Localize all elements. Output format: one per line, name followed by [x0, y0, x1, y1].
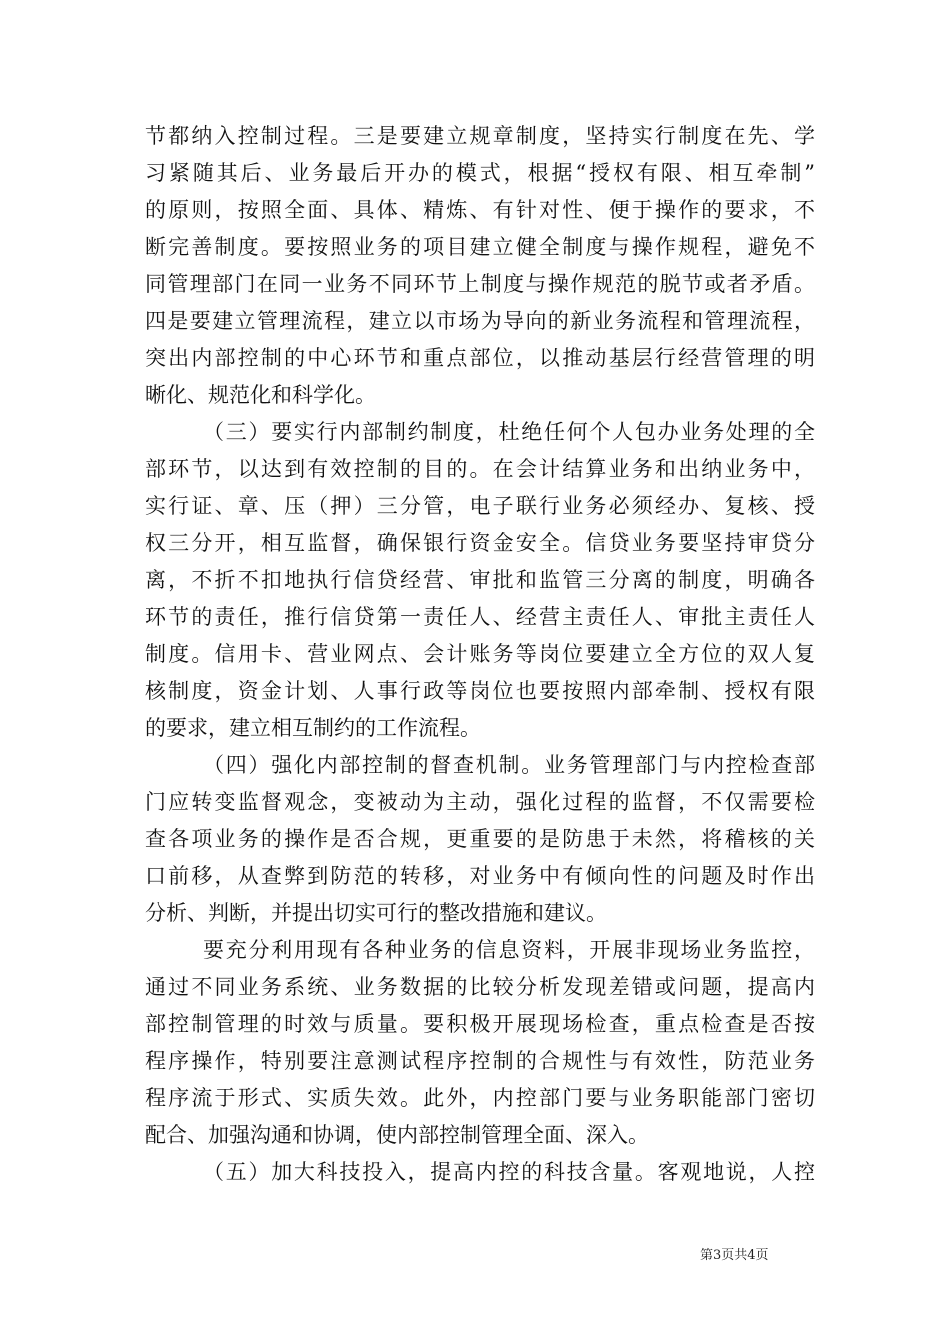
text-line: 口前移，从查弊到防范的转移，对业务中有倾向性的问题及时作出 — [145, 864, 815, 888]
text-line: 通过不同业务系统、业务数据的比较分析发现差错或问题，提高内 — [145, 975, 815, 999]
text-line: （五）加大科技投入，提高内控的科技含量。客观地说，人控 — [203, 1160, 815, 1184]
text-line: 门应转变监督观念，变被动为主动，强化过程的监督，不仅需要检 — [145, 790, 815, 814]
text-line: 查各项业务的操作是否合规，更重要的是防患于未然，将稽核的关 — [145, 827, 815, 851]
text-line: 断完善制度。要按照业务的项目建立健全制度与操作规程，避免不 — [145, 235, 815, 259]
text-line: 分析、判断，并提出切实可行的整改措施和建议。 — [145, 901, 607, 925]
text-line: 实行证、章、压（押）三分管，电子联行业务必须经办、复核、授 — [145, 494, 815, 518]
text-line: 晰化、规范化和科学化。 — [145, 383, 376, 407]
body-text — [145, 118, 815, 1191]
page-number: 第3页共4页 — [700, 1248, 769, 1263]
text-line: 同管理部门在同一业务不同环节上制度与操作规范的脱节或者矛盾。 — [145, 272, 815, 296]
text-line: 部控制管理的时效与质量。要积极开展现场检查，重点检查是否按 — [145, 1012, 815, 1036]
text-line: 的要求，建立相互制约的工作流程。 — [145, 716, 481, 740]
text-line: 部环节，以达到有效控制的目的。在会计结算业务和出纳业务中， — [145, 457, 815, 481]
text-line: 习紧随其后、业务最后开办的模式，根据“授权有限、相互牵制” — [145, 161, 815, 185]
text-line: 四是要建立管理流程，建立以市场为导向的新业务流程和管理流程， — [145, 309, 815, 333]
text-line: 制度。信用卡、营业网点、会计账务等岗位要建立全方位的双人复 — [145, 642, 815, 666]
text-line: 突出内部控制的中心环节和重点部位，以推动基层行经营管理的明 — [145, 346, 815, 370]
text-line: 核制度，资金计划、人事行政等岗位也要按照内部牵制、授权有限 — [145, 679, 815, 703]
text-line: 程序流于形式、实质失效。此外，内控部门要与业务职能部门密切 — [145, 1086, 815, 1110]
text-line: 程序操作，特别要注意测试程序控制的合规性与有效性，防范业务 — [145, 1049, 815, 1073]
text-line: 的原则，按照全面、具体、精炼、有针对性、便于操作的要求，不 — [145, 198, 815, 222]
text-line: 离，不折不扣地执行信贷经营、审批和监管三分离的制度，明确各 — [145, 568, 815, 592]
text-line: （四）强化内部控制的督查机制。业务管理部门与内控检查部 — [203, 753, 815, 777]
text-line: （三）要实行内部制约制度，杜绝任何个人包办业务处理的全 — [203, 420, 815, 444]
text-line: 权三分开，相互监督，确保银行资金安全。信贷业务要坚持审贷分 — [145, 531, 815, 555]
text-line: 环节的责任，推行信贷第一责任人、经营主责任人、审批主责任人 — [145, 605, 815, 629]
text-line: 要充分利用现有各种业务的信息资料，开展非现场业务监控， — [203, 938, 815, 962]
text-line: 节都纳入控制过程。三是要建立规章制度，坚持实行制度在先、学 — [145, 124, 815, 148]
text-line: 配合、加强沟通和协调，使内部控制管理全面、深入。 — [145, 1123, 649, 1147]
